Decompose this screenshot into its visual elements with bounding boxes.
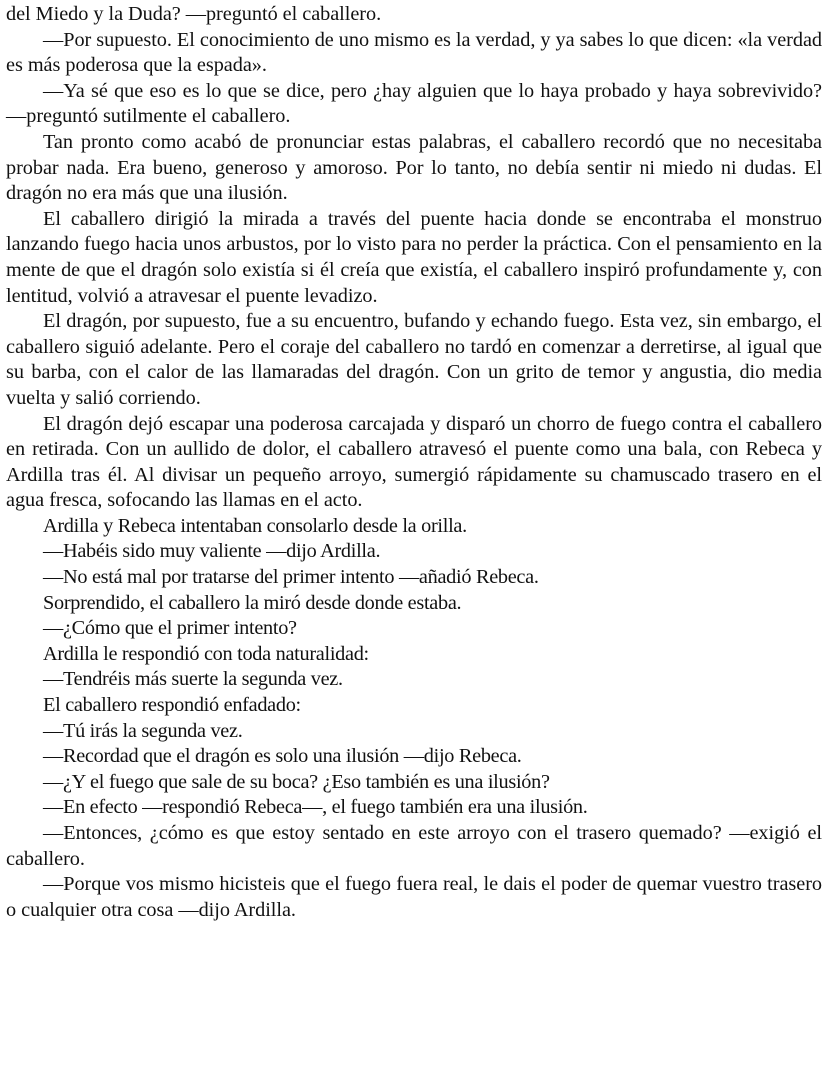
paragraph: —Porque vos mismo hicisteis que el fuego fuera real, le dais el poder de quemar vuestro trasero o cualquier otra cosa —dijo Ardilla. — [6, 873, 822, 921]
dialogue-line: Ardilla y Rebeca intentaban consolarlo desde la orilla. — [43, 514, 467, 537]
dialogue-line: —¿Y el fuego que sale de su boca? ¿Eso también es una ilusión? — [43, 770, 550, 793]
dialogue-line: Sorprendido, el caballero la miró desde donde estaba. — [43, 591, 462, 614]
paragraph: El caballero dirigió la mirada a través del puente hacia donde se encontraba el monstruo lanzando fuego hacia unos arbustos, por lo visto para no perder la práctica. Con el pensamiento en la mente de que el dragón solo existía si él creía que existía, el caballero inspiró profundamente y, con lentitud, volvió a atravesar el puente levadizo. — [6, 207, 822, 307]
paragraph: El dragón, por supuesto, fue a su encuentro, bufando y echando fuego. Esta vez, sin embargo, el caballero siguió adelante. Pero el coraje del caballero no tardó en comenzar a derretirse, al igual que su barba, con el calor de las llamaradas del dragón. Con un grito de temor y angustia, dio media vuelta y salió corriendo. — [6, 310, 822, 409]
dialogue-line: —Recordad que el dragón es solo una ilusión —dijo Rebeca. — [43, 745, 522, 768]
paragraph: del Miedo y la Duda? —preguntó el caballero. — [6, 3, 382, 25]
dialogue-line: —Tendréis más suerte la segunda vez. — [43, 668, 343, 691]
dialogue-line: —Tú irás la segunda vez. — [43, 719, 243, 742]
paragraph: El dragón dejó escapar una poderosa carcajada y disparó un chorro de fuego contra el caballero en retirada. Con un aullido de dolor, el caballero atravesó el puente como una bala, con Rebeca y Ardilla tras él. Al divisar un pequeño arroyo, sumergió rápidamente su chamuscado trasero en el agua fresca, sofocando las llamas en el acto. — [6, 412, 822, 512]
dialogue-line: —En efecto —respondió Rebeca—, el fuego también era una ilusión. — [43, 796, 588, 819]
paragraph: Tan pronto como acabó de pronunciar estas palabras, el caballero recordó que no necesitaba probar nada. Era bueno, generoso y amoroso. Por lo tanto, no debía sentir ni miedo ni dudas. El dragón no era más que una ilusión. — [6, 130, 822, 205]
dialogue-line: El caballero respondió enfadado: — [43, 694, 301, 717]
dialogue-line: —Habéis sido muy valiente —dijo Ardilla. — [43, 540, 381, 563]
dialogue-line: —¿Cómo que el primer intento? — [43, 617, 297, 640]
paragraph: —Entonces, ¿cómo es que estoy sentado en este arroyo con el trasero quemado? —exigió el caballero. — [6, 822, 822, 870]
paragraph: —Por supuesto. El conocimiento de uno mismo es la verdad, y ya sabes lo que dicen: «la verdad es más poderosa que la espada». — [6, 28, 822, 77]
dialogue-line: Ardilla le respondió con toda naturalidad: — [43, 642, 369, 665]
paragraph: —Ya sé que eso es lo que se dice, pero ¿hay alguien que lo haya probado y haya sobrevivido? —preguntó sutilmente el caballero. — [6, 79, 822, 128]
dialogue-line: —No está mal por tratarse del primer intento —añadió Rebeca. — [43, 566, 539, 589]
